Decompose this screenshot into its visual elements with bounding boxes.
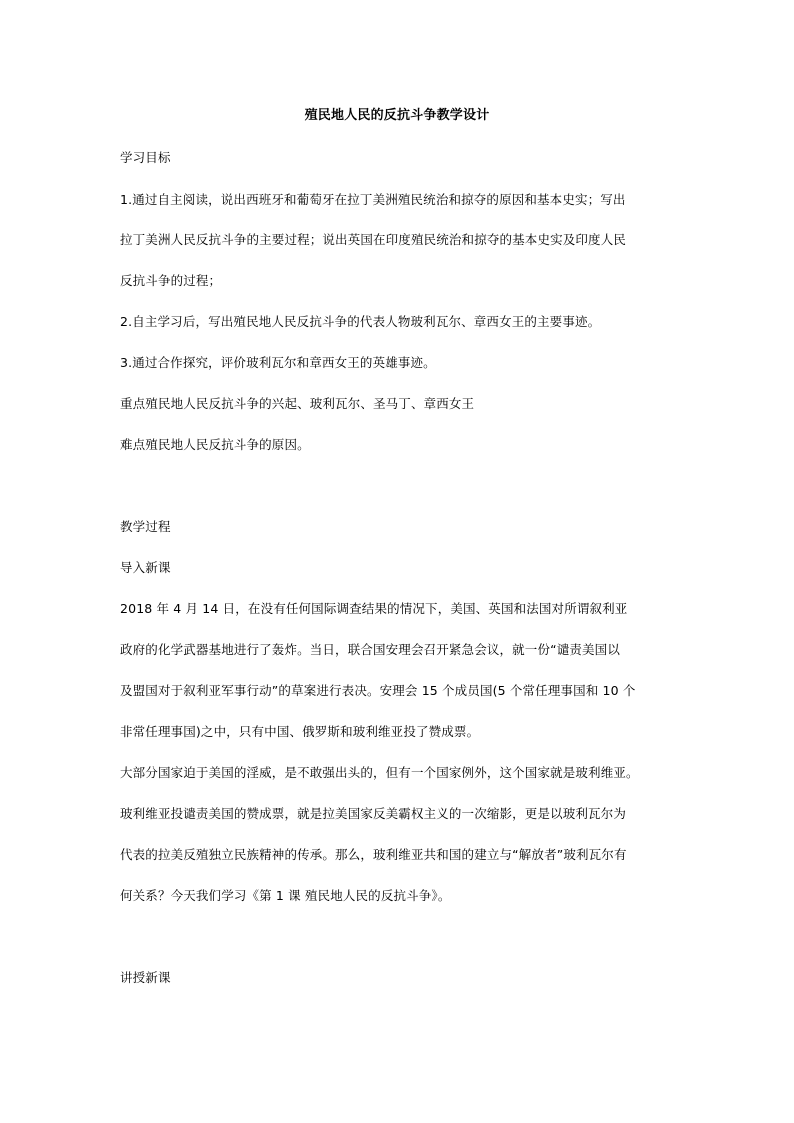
intro-paragraph-line-6: 玻利维亚投谴责美国的赞成票，就是拉美国家反美霸权主义的一次缩影，更是以玻利瓦尔为 bbox=[120, 806, 627, 821]
intro-paragraph-line-1: 2018 年 4 月 14 日，在没有任何国际调查结果的情况下，美国、英国和法国对所谓叙利亚 bbox=[120, 601, 628, 616]
intro-paragraph-line-7: 代表的拉美反殖独立民族精神的传承。那么，玻利维亚共和国的建立与“解放者”玻利瓦尔有 bbox=[120, 847, 627, 862]
goal-3: 3.通过合作探究，评价玻利瓦尔和章西女王的英雄事迹。 bbox=[120, 355, 436, 370]
goal-1-line-1: 1.通过自主阅读，说出西班牙和葡萄牙在拉丁美洲殖民统治和掠夺的原因和基本史实；写出 bbox=[120, 192, 626, 207]
goal-2: 2.自主学习后，写出殖民地人民反抗斗争的代表人物玻利瓦尔、章西女王的主要事迹。 bbox=[120, 314, 601, 329]
key-points: 重点殖民地人民反抗斗争的兴起、玻利瓦尔、圣马丁、章西女王 bbox=[120, 396, 475, 411]
intro-paragraph-line-2: 政府的化学武器基地进行了轰炸。当日，联合国安理会召开紧急会议，就一份“谴责美国以 bbox=[120, 642, 620, 657]
difficult-points: 难点殖民地人民反抗斗争的原因。 bbox=[120, 437, 310, 452]
intro-paragraph-line-4: 非常任理事国)之中，只有中国、俄罗斯和玻利维亚投了赞成票。 bbox=[120, 724, 480, 739]
intro-paragraph-line-3: 及盟国对于叙利亚军事行动”的草案进行表决。安理会 15 个成员国(5 个常任理事国和 10 个 bbox=[120, 683, 636, 698]
goal-1-line-2: 拉丁美洲人民反抗斗争的主要过程；说出英国在印度殖民统治和掠夺的基本史实及印度人民 bbox=[120, 232, 627, 247]
goal-1-line-3: 反抗斗争的过程； bbox=[120, 273, 222, 288]
heading-learning-goals: 学习目标 bbox=[120, 150, 171, 165]
heading-new-lesson: 讲授新课 bbox=[120, 970, 171, 985]
heading-teaching-process: 教学过程 bbox=[120, 519, 171, 534]
intro-paragraph-line-5: 大部分国家迫于美国的淫威，是不敢强出头的，但有一个国家例外，这个国家就是玻利维亚。 bbox=[120, 765, 639, 780]
document-title: 殖民地人民的反抗斗争教学设计 bbox=[304, 108, 490, 123]
intro-paragraph-line-8: 何关系？今天我们学习《第 1 课 殖民地人民的反抗斗争》。 bbox=[120, 888, 451, 903]
heading-intro: 导入新课 bbox=[120, 560, 171, 575]
